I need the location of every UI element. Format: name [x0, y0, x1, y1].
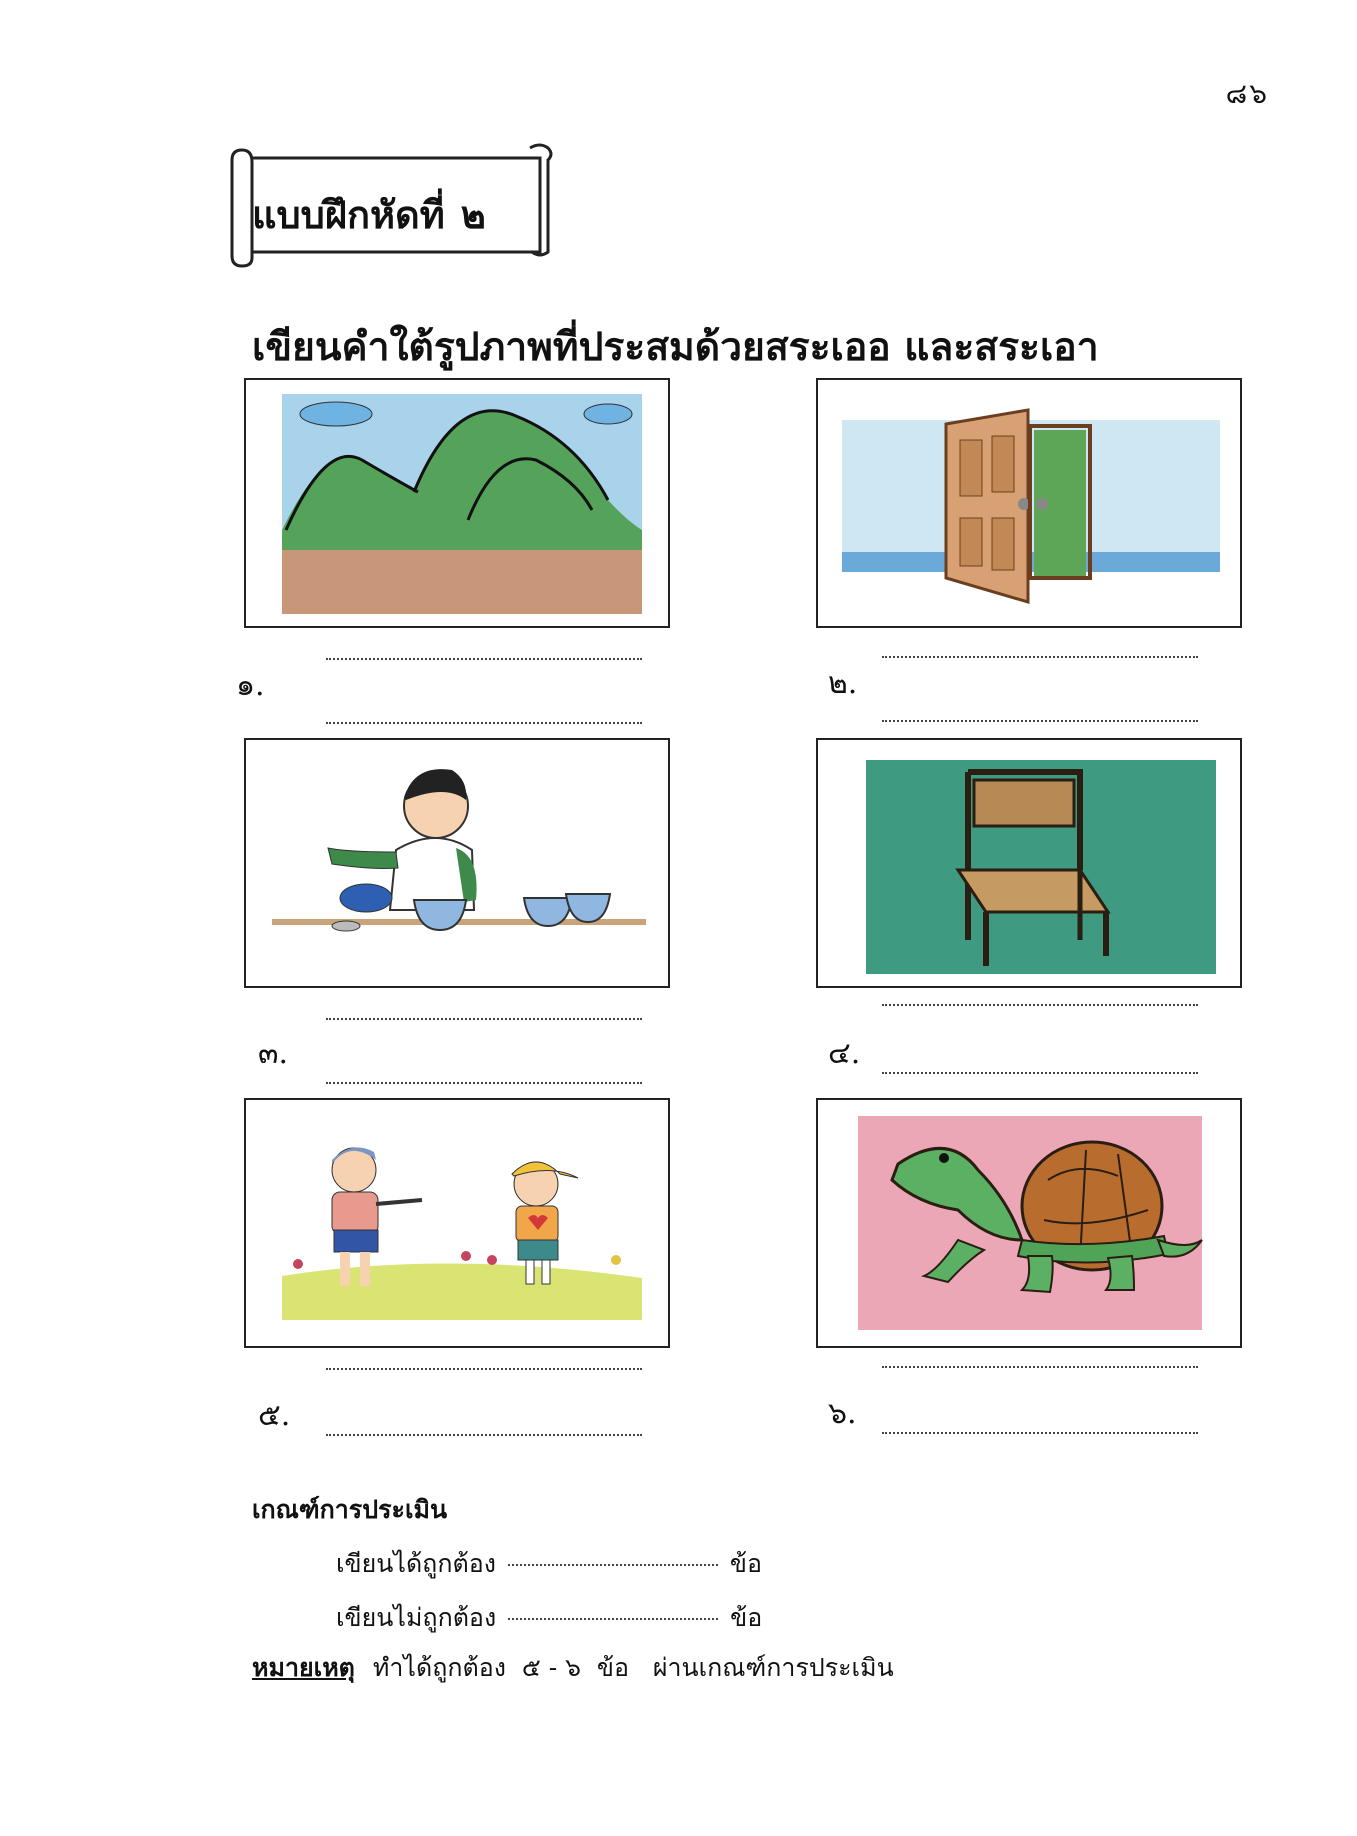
criteria-correct-unit: ข้อ: [729, 1549, 763, 1578]
answer-line-1a[interactable]: [326, 658, 642, 660]
criteria-correct-label: เขียนได้ถูกต้อง: [336, 1549, 496, 1578]
title-prefix: แบบฝึกหัดที่: [252, 192, 445, 237]
criteria-correct-blank[interactable]: [508, 1564, 718, 1566]
answer-line-6a[interactable]: [882, 1366, 1198, 1368]
item-number-3: ๓.: [258, 1036, 289, 1071]
pouring-picture: [244, 738, 670, 988]
turtle-picture: [816, 1098, 1242, 1348]
item-number-2: ๒.: [828, 666, 858, 701]
criteria-incorrect-blank[interactable]: [508, 1618, 718, 1620]
answer-line-5a[interactable]: [326, 1368, 642, 1370]
item-number-5: ๕.: [258, 1398, 291, 1433]
answer-line-1b[interactable]: [326, 722, 642, 724]
answer-line-3b[interactable]: [326, 1082, 642, 1084]
item-number-4: ๔.: [828, 1036, 861, 1071]
answer-line-4b[interactable]: [882, 1072, 1198, 1074]
criteria-incorrect-row: [336, 1598, 762, 1638]
criteria-incorrect-label: เขียนไม่ถูกต้อง: [336, 1603, 497, 1632]
criteria-title: เกณฑ์การประเมิน: [252, 1495, 448, 1524]
instruction: เขียนคำใต้รูปภาพที่ประสมด้วยสระเออ และสระเอา: [252, 324, 1099, 370]
answer-line-4a[interactable]: [882, 1004, 1198, 1006]
answer-line-5b[interactable]: [326, 1434, 642, 1436]
criteria-correct-row: [336, 1544, 762, 1584]
item-number-1: ๑.: [236, 668, 265, 703]
criteria-incorrect-unit: ข้อ: [730, 1603, 763, 1632]
door-picture: [816, 378, 1242, 628]
answer-line-2a[interactable]: [882, 656, 1198, 658]
answer-line-2b[interactable]: [882, 720, 1198, 722]
chair-picture: [816, 738, 1242, 988]
answer-line-3a[interactable]: [326, 1018, 642, 1020]
page-number: ๘๖: [1225, 77, 1269, 110]
answer-line-6b[interactable]: [882, 1432, 1198, 1434]
boys-talking-picture: [244, 1098, 670, 1348]
note-label: หมายเหตุ: [252, 1653, 355, 1682]
title-banner: [222, 140, 558, 268]
exercise-title: [252, 184, 486, 245]
item-number-6: ๖.: [828, 1396, 857, 1431]
mountain-picture: [244, 378, 670, 628]
title-number: ๒: [460, 192, 486, 237]
note-text: ทำได้ถูกต้อง ๕ - ๖ ข้อ ผ่านเกณฑ์การประเมิน: [372, 1653, 894, 1682]
note: [252, 1648, 894, 1688]
